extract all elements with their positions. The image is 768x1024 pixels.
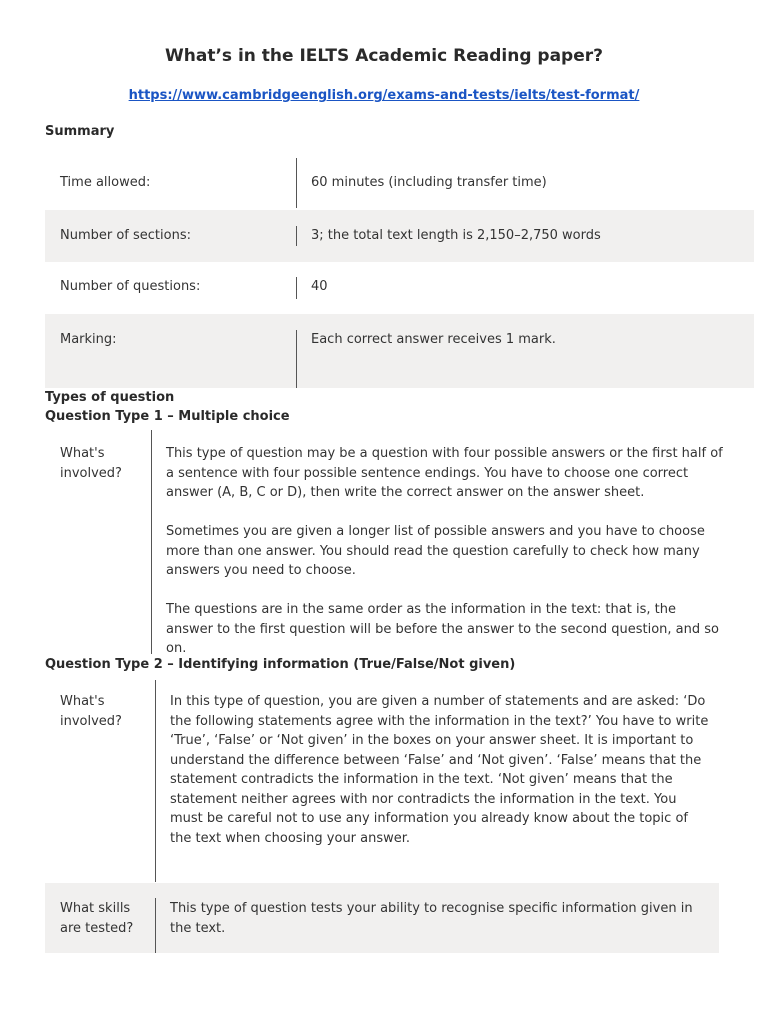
- summary-row-marking: [45, 314, 754, 388]
- column-divider: [155, 680, 156, 882]
- qt2-involved-row: [45, 680, 719, 883]
- involved-text: [166, 444, 726, 659]
- column-divider: [296, 158, 297, 208]
- summary-row-sections: [45, 210, 754, 262]
- summary-row-questions: [45, 262, 754, 314]
- paragraph: Sometimes you are given a longer list of possible answers and you have to choose more than one answer. You should read the question carefully to check how many answers you need to choose.: [166, 524, 705, 578]
- summary-label: Marking:: [60, 332, 117, 347]
- column-divider: [155, 898, 156, 953]
- skills-label: What skills are tested?: [60, 901, 134, 936]
- test-format-link[interactable]: https://www.cambridgeenglish.org/exams-and-tests/ielts/test-format/: [128, 88, 640, 103]
- types-heading: Types of question: [45, 390, 175, 405]
- involved-text: In this type of question, you are given a number of statements and are asked: ‘Do the following statements agree with the information in the text?’ You have to write ‘True’, ‘False’ or ‘Not given’ in the boxes on your answer sheet. It is important to understand the difference between ‘False’ and ‘Not given’. ‘False’ means that the statement contradicts the information in the text. ‘Not given’ means that the statement neither agrees with nor contradicts the information in the text. You must be careful not to use any information you already know about the topic of the text when choosing your answer.: [170, 694, 709, 846]
- summary-value: 40: [311, 279, 328, 294]
- summary-label: Time allowed:: [60, 175, 151, 190]
- involved-label: What's involved?: [60, 694, 122, 729]
- involved-label: What's involved?: [60, 446, 122, 481]
- summary-label: Number of questions:: [60, 279, 201, 294]
- qt1-involved-row: [45, 430, 723, 656]
- summary-row-time: [45, 158, 754, 210]
- page-title: What’s in the IELTS Academic Reading paper?: [165, 46, 603, 66]
- summary-label: Number of sections:: [60, 228, 191, 243]
- summary-value: 3; the total text length is 2,150–2,750 words: [311, 228, 601, 243]
- summary-heading: Summary: [45, 124, 115, 139]
- paragraph: This type of question may be a question with four possible answers or the first half of a sentence with four possible sentence endings. You have to choose one correct answer (A, B, C or D), then write the correct answer on the answer sheet.: [166, 446, 723, 500]
- summary-value: 60 minutes (including transfer time): [311, 175, 547, 190]
- column-divider: [296, 277, 297, 299]
- question-type-1-heading: Question Type 1 – Multiple choice: [45, 409, 290, 424]
- question-type-2-heading: Question Type 2 – Identifying information (True/False/Not given): [45, 657, 516, 672]
- paragraph: The questions are in the same order as the information in the text: that is, the answer to the first question will be before the answer to the second question, and so on.: [166, 602, 719, 656]
- column-divider: [296, 330, 297, 388]
- qt2-skills-row: [45, 883, 719, 953]
- skills-text: This type of question tests your ability to recognise specific information given in the text.: [170, 901, 693, 936]
- column-divider: [296, 226, 297, 246]
- column-divider: [151, 430, 152, 654]
- summary-value: Each correct answer receives 1 mark.: [311, 332, 556, 347]
